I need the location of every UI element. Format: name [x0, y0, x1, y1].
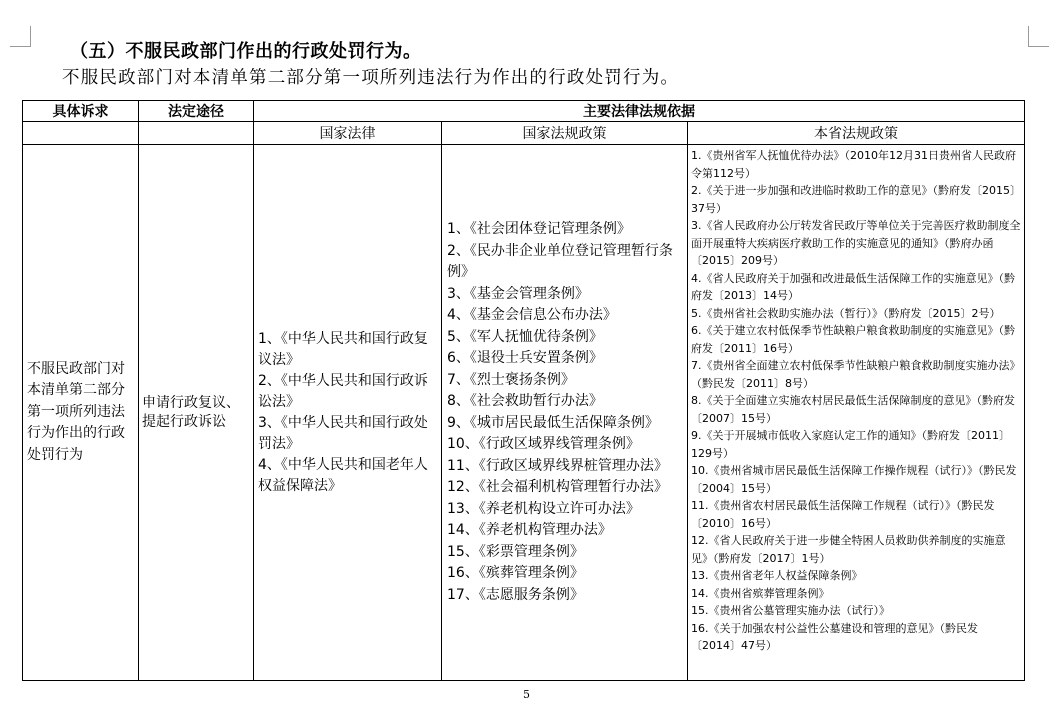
header-legal-basis: 主要法律法规依据: [254, 101, 1025, 122]
cell-national-laws: [254, 145, 442, 681]
table-row: [23, 145, 1025, 681]
national-regulation-item: 6、《退役士兵安置条例》: [447, 350, 603, 366]
cell-request: 不服民政部门对本清单第二部分第一项所列违法行为作出的行政处罚行为: [23, 145, 139, 681]
provincial-regulation-item: 14.《贵州省殡葬管理条例》: [691, 586, 830, 600]
legal-basis-table: [22, 100, 1025, 681]
national-regulation-item: 3、《基金会管理条例》: [447, 285, 589, 302]
national-law-item: 4、《中华人民共和国老年人权益保障法》: [258, 456, 428, 494]
crop-mark-top-right: [1028, 26, 1049, 47]
national-regulation-item: 2、《民办非企业单位登记管理暂行条例》: [447, 242, 673, 280]
header-channel-blank: [139, 122, 254, 145]
national-regulation-item: 11、《行政区域界线界桩管理办法》: [447, 457, 668, 474]
page-number: 5: [523, 688, 530, 701]
provincial-regulation-item: 1.《贵州省军人抚恤优待办法》（2010年12月31日贵州省人民政府令第112号）: [691, 149, 1016, 180]
national-regulation-item: 15、《彩票管理条例》: [447, 543, 584, 560]
provincial-regulation-item: 7.《贵州省全面建立农村低保季节性缺粮户粮食救助制度实施办法》（黔民发〔2011〕8号）: [691, 359, 1021, 390]
provincial-regulation-item: 16.《关于加强农村公益性公墓建设和管理的意见》（黔民发〔2014〕47号）: [691, 621, 978, 652]
national-law-item: 2、《中华人民共和国行政诉讼法》: [258, 372, 428, 410]
provincial-regulation-item: 10.《贵州省城市居民最低生活保障工作操作规程（试行）》（黔民发〔2004〕15号）: [691, 464, 1017, 495]
national-regulation-item: 9、《城市居民最低生活保障条例》: [447, 414, 659, 431]
national-regulation-item: 13、《养老机构设立许可办法》: [447, 500, 640, 517]
header-channel: 法定途径: [139, 101, 254, 122]
national-law-item: 1、《中华人民共和国行政复议法》: [258, 330, 428, 368]
national-regulation-item: 4、《基金会信息公布办法》: [447, 307, 617, 323]
crop-mark-top-left: [10, 26, 31, 47]
provincial-regulation-item: 11.《贵州省农村居民最低生活保障工作规程（试行）》（黔民发〔2010〕16号）: [691, 499, 995, 530]
section-subheading: 不服民政部门对本清单第二部分第一项所列违法行为作出的行政处罚行为。: [62, 68, 680, 88]
national-regulation-item: 8、《社会救助暂行办法》: [447, 393, 603, 409]
provincial-regulation-item: 4.《省人民政府关于加强和改进最低生活保障工作的实施意见》（黔府发〔2013〕14号）: [691, 271, 1015, 302]
section-heading: （五）不服民政部门作出的行政处罚行为。: [70, 41, 422, 62]
national-regulation-item: 5、《军人抚恤优待条例》: [447, 328, 603, 345]
national-regulation-item: 7、《烈士褒扬条例》: [447, 371, 575, 388]
national-regulation-item: 12、《社会福利机构管理暂行办法》: [447, 479, 668, 495]
header-national-law: 国家法律: [254, 122, 442, 145]
national-regulation-item: 17、《志愿服务条例》: [447, 586, 584, 603]
national-regulation-item: 1、《社会团体登记管理条例》: [447, 221, 631, 237]
provincial-regulation-item: 9.《关于开展城市低收入家庭认定工作的通知》（黔府发〔2011〕129号）: [691, 429, 1010, 460]
cell-provincial-regulations: [688, 145, 1025, 681]
provincial-regulation-item: 13.《贵州省老年人权益保障条例》: [691, 569, 863, 582]
header-request: 具体诉求: [23, 101, 139, 122]
cell-channel: 申请行政复议、提起行政诉讼: [139, 145, 254, 681]
header-provincial-regulation: 本省法规政策: [688, 122, 1025, 145]
header-request-blank: [23, 122, 139, 145]
header-national-regulation: 国家法规政策: [442, 122, 688, 145]
cell-national-regulations: [442, 145, 688, 681]
provincial-regulation-item: 3.《省人民政府办公厅转发省民政厅等单位关于完善医疗救助制度全面开展重特大疾病医疗救助工作的实施意见的通知》（黔府办函〔2015〕209号）: [691, 219, 1021, 267]
national-regulation-item: 14、《养老机构管理办法》: [447, 522, 612, 538]
provincial-regulation-item: 6.《关于建立农村低保季节性缺粮户粮食救助制度的实施意见》（黔府发〔2011〕16号）: [691, 324, 1015, 355]
provincial-regulation-item: 2.《关于进一步加强和改进临时救助工作的意见》（黔府发〔2015〕37号）: [691, 184, 1021, 215]
national-law-item: 3、《中华人民共和国行政处罚法》: [258, 414, 428, 452]
provincial-regulation-item: 12.《省人民政府关于进一步健全特困人员救助供养制度的实施意见》（黔府发〔2017〕1号）: [691, 534, 1006, 565]
provincial-regulation-item: 15.《贵州省公墓管理实施办法（试行）》: [691, 604, 890, 617]
national-regulation-item: 16、《殡葬管理条例》: [447, 565, 584, 581]
provincial-regulation-item: 5.《贵州省社会救助实施办法（暂行）》（黔府发〔2015〕2号）: [691, 306, 1001, 320]
provincial-regulation-item: 8.《关于全面建立实施农村居民最低生活保障制度的意见》（黔府发〔2007〕15号）: [691, 394, 1015, 425]
national-regulation-item: 10、《行政区域界线管理条例》: [447, 436, 640, 452]
